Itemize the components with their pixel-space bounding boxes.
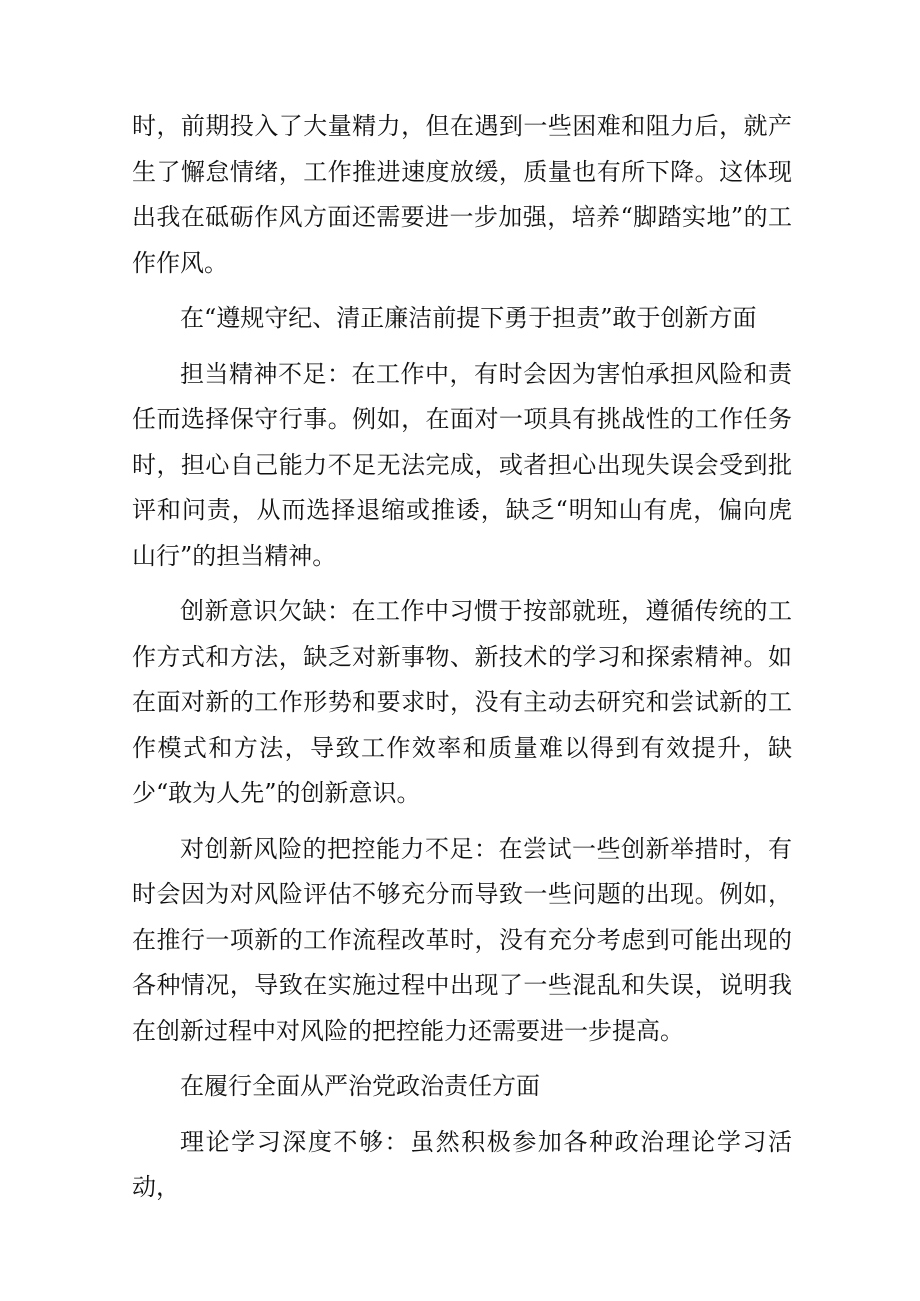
paragraph-continuation: 时，前期投入了大量精力，但在遇到一些困难和阻力后，就产生了懈怠情绪，工作推进速度放缓，质量也有所下降。这体现出我在砥砺作风方面还需要进一步加强，培养“脚踏实地”的工作作风。 <box>132 112 792 277</box>
paragraph-theory-study: 理论学习深度不够：虽然积极参加各种政治理论学习活动， <box>132 1127 792 1201</box>
paragraph-innovation-awareness: 创新意识欠缺：在工作中习惯于按部就班，遵循传统的工作方式和方法，缺乏对新事物、新技术的学习和探索精神。如在面对新的工作形势和要求时，没有主动去研究和尝试新的工作模式和方法，导致工作效率和质量难以得到有效提升，缺少“敢为人先”的创新意识。 <box>132 597 792 807</box>
paragraph-innovation-risk: 对创新风险的把控能力不足：在尝试一些创新举措时，有时会因为对风险评估不够充分而导致一些问题的出现。例如，在推行一项新的工作流程改革时，没有充分考虑到可能出现的各种情况，导致在实施过程中出现了一些混乱和失误，说明我在创新过程中对风险的把控能力还需要进一步提高。 <box>132 834 792 1045</box>
section-heading-party-governance: 在履行全面从严治党政治责任方面 <box>180 1072 540 1100</box>
paragraph-responsibility: 担当精神不足：在工作中，有时会因为害怕承担风险和责任而选择保守行事。例如，在面对一项具有挑战性的工作任务时，担心自己能力不足无法完成，或者担心出现失误会受到批评和问责，从而选择退缩或推诿，缺乏“明知山有虎，偏向虎山行”的担当精神。 <box>132 359 792 570</box>
document-body <box>132 104 792 1221</box>
section-heading-innovation: 在“遵规守纪、清正廉洁前提下勇于担责”敢于创新方面 <box>180 304 757 332</box>
